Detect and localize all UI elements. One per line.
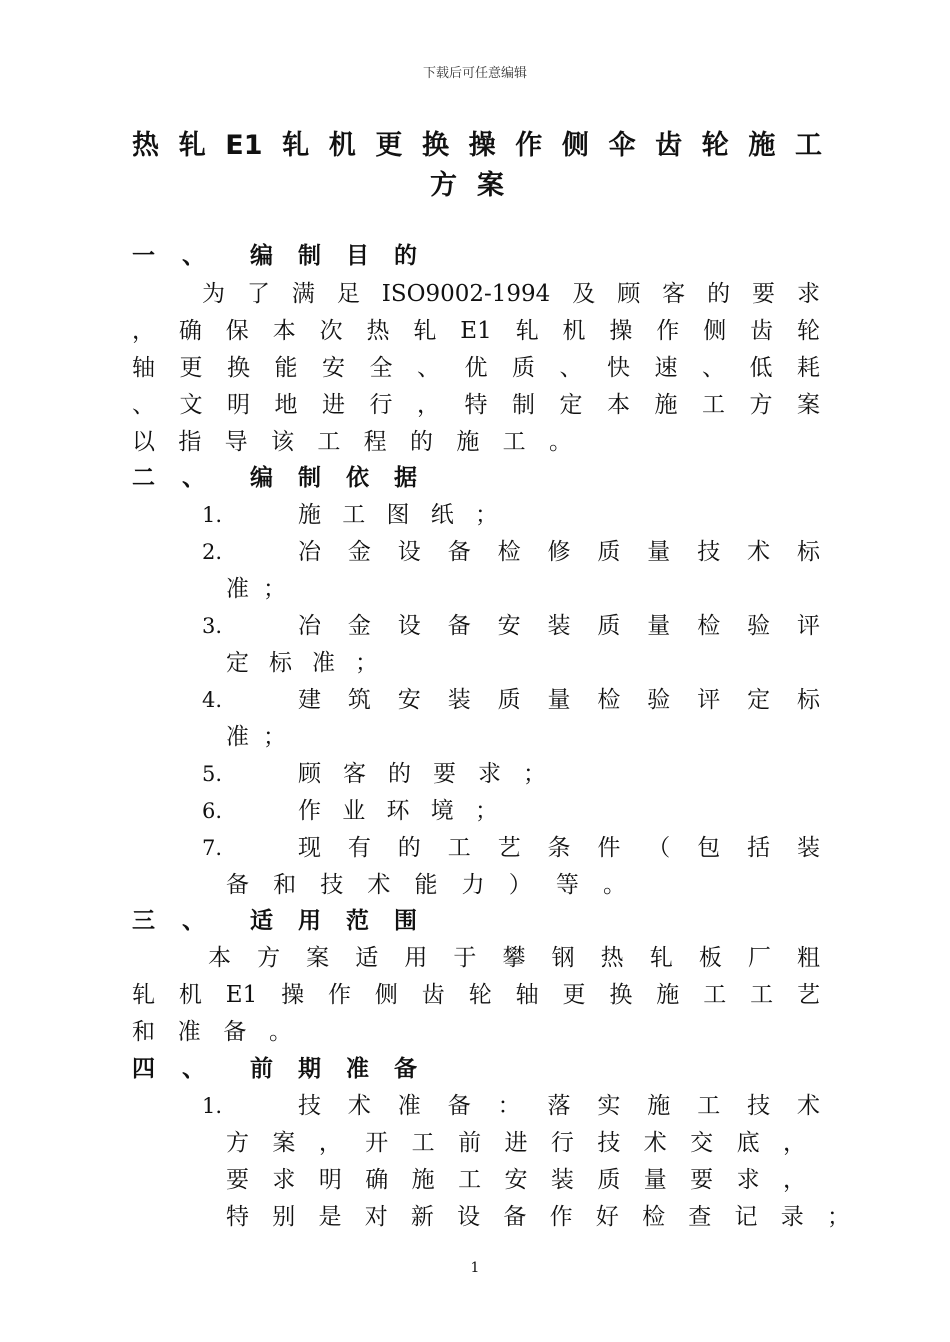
item-line: 准； xyxy=(226,724,286,750)
section-4-separator: 、 xyxy=(182,1056,205,1082)
item-line: 现有的工艺条件（包括装 xyxy=(298,835,820,861)
item-line: 冶金设备检修质量技术标 xyxy=(298,539,820,565)
item-line: 准； xyxy=(226,576,286,602)
section-1-line: ，确保本次热轧E1轧机操作侧齿轮 xyxy=(132,318,820,344)
item-line: 冶金设备安装质量检验评 xyxy=(298,613,820,639)
item-number: 6. xyxy=(202,799,223,823)
item-number: 1. xyxy=(202,503,223,527)
section-3-number: 三 xyxy=(132,908,155,934)
section-1-heading: 编制目的 xyxy=(250,243,442,269)
section-3-heading: 适用范围 xyxy=(250,908,442,934)
section-4-heading: 前期准备 xyxy=(250,1056,442,1082)
item-line: 特别是对新设备作好检查记录； xyxy=(226,1204,850,1230)
item-number: 4. xyxy=(202,688,223,712)
section-2-separator: 、 xyxy=(182,465,205,491)
header-note: 下载后可任意编辑 xyxy=(422,66,527,81)
section-4-number: 四 xyxy=(132,1056,155,1082)
item-number: 5. xyxy=(202,762,223,786)
section-3-line: 本方案适用于攀钢热轧板厂粗 xyxy=(208,945,820,971)
section-1-line: 、文明地进行，特制定本施工方案 xyxy=(132,392,820,418)
item-line: 定标准； xyxy=(226,650,378,676)
section-1-line: 以指导该工程的施工。 xyxy=(132,429,572,455)
item-line: 施工图纸； xyxy=(298,502,498,528)
item-number: 1. xyxy=(202,1094,223,1118)
section-2-heading: 编制依据 xyxy=(250,465,442,491)
item-line: 技术准备：落实施工技术 xyxy=(298,1093,820,1119)
item-number: 2. xyxy=(202,540,223,564)
section-1-line: 为了满足ISO9002-1994及顾客的要求 xyxy=(202,281,820,307)
item-number: 7. xyxy=(202,836,223,860)
section-3-line: 轧机E1操作侧齿轮轴更换施工工艺 xyxy=(132,982,820,1008)
item-line: 建筑安装质量检验评定标 xyxy=(298,687,820,713)
item-line: 顾客的要求； xyxy=(298,761,546,787)
section-3-separator: 、 xyxy=(182,908,205,934)
document-title-line2: 方案 xyxy=(430,170,524,201)
section-1-number: 一 xyxy=(132,243,155,269)
section-2-number: 二 xyxy=(132,465,155,491)
item-line: 作业环境； xyxy=(298,798,498,824)
section-1-line: 轴更换能安全、优质、快速、低耗 xyxy=(132,355,820,381)
item-line: 要求明确施工安装质量要求， xyxy=(226,1167,806,1193)
page-number: 1 xyxy=(470,1260,480,1276)
item-line: 备和技术能力）等。 xyxy=(226,872,626,898)
section-1-separator: 、 xyxy=(182,243,205,269)
section-3-line: 和准备。 xyxy=(132,1019,292,1045)
document-title-line1: 热轧E1轧机更换操作侧伞齿轮施工 xyxy=(132,130,822,161)
item-number: 3. xyxy=(202,614,223,638)
item-line: 方案，开工前进行技术交底， xyxy=(226,1130,806,1156)
